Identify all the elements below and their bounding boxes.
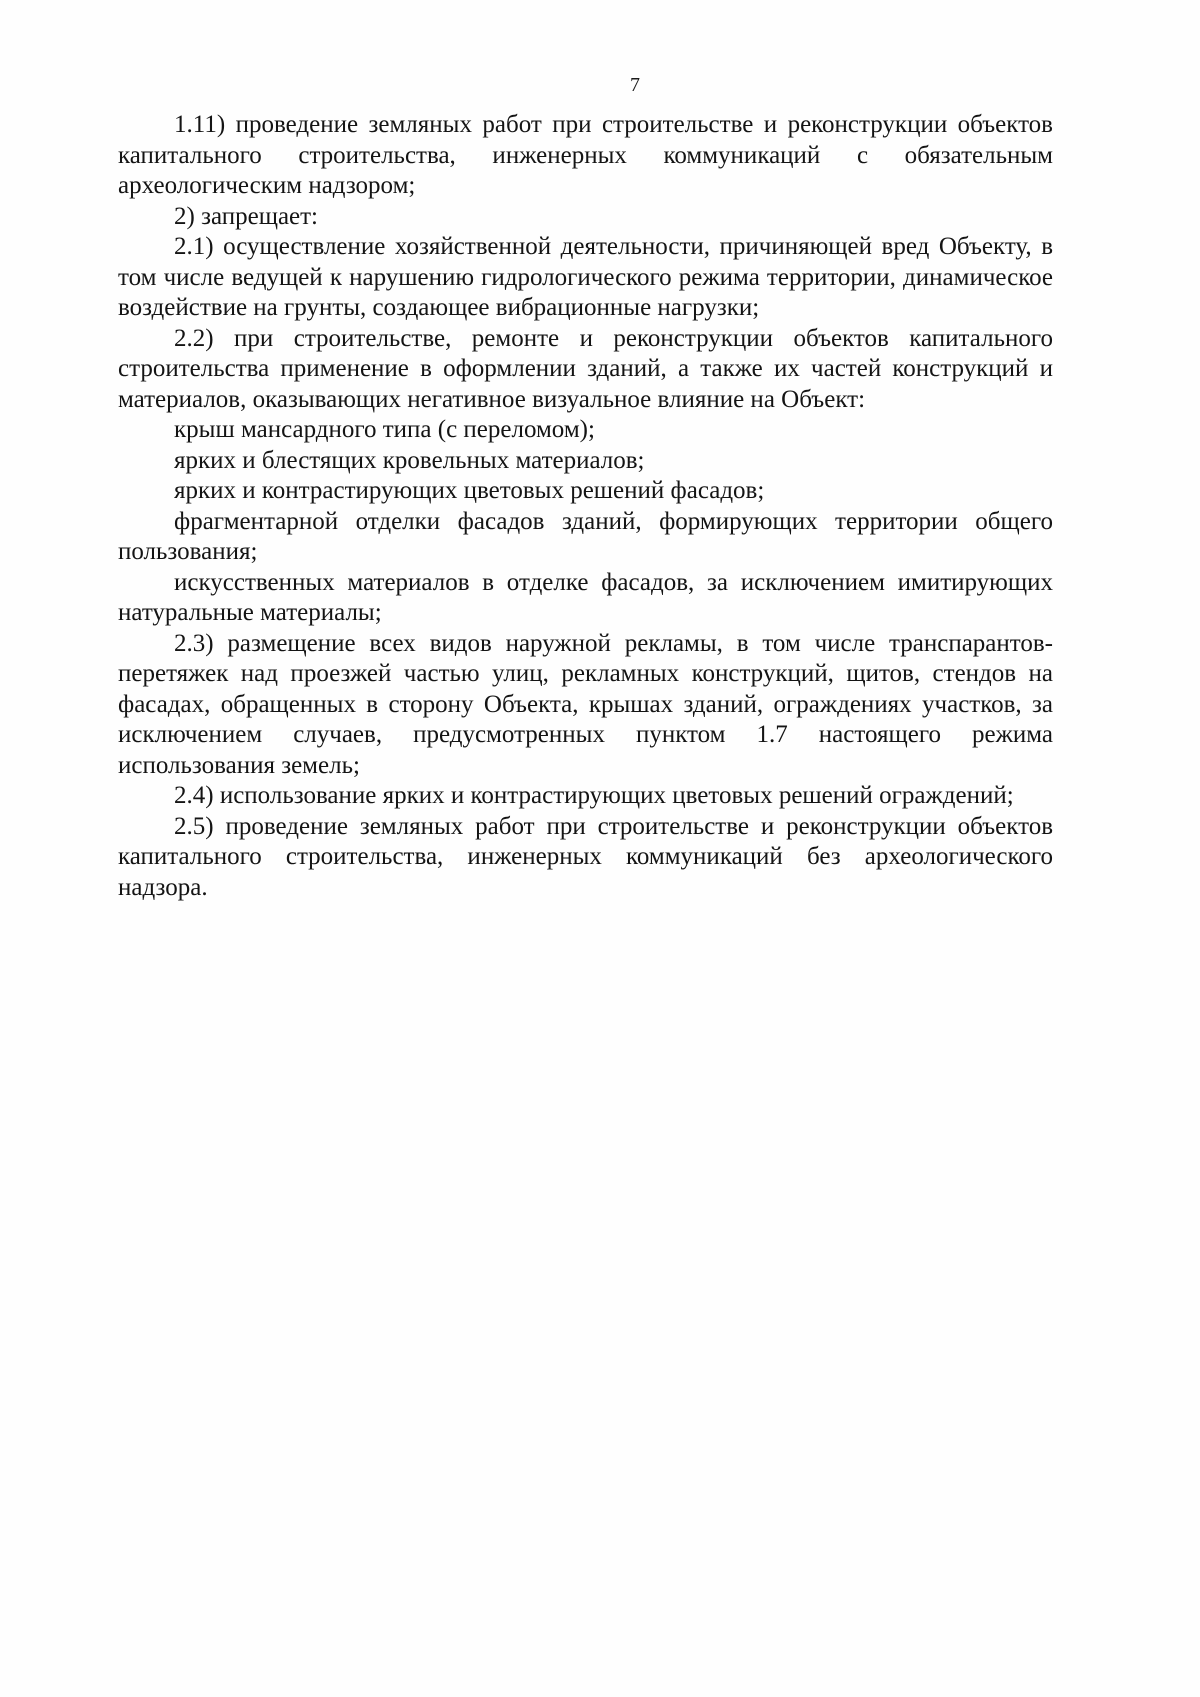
paragraph-2: 2) запрещает:	[174, 202, 319, 230]
paragraph-1-11: 1.11) проведение земляных работ при строительстве и реконструкции объектов капитального строительства, инженерных коммуникаций с обязательным археологическим надзором;	[118, 111, 1053, 199]
list-item-fragmentary-finish: фрагментарной отделки фасадов зданий, формирующих территории общего пользования;	[118, 507, 1053, 565]
paragraph-2-2: 2.2) при строительстве, ремонте и реконструкции объектов капитального строительства применение в оформлении зданий, а также их частей конструкций и материалов, оказывающих негативное визуальное влияние на Объект:	[118, 324, 1053, 413]
paragraph-2-1: 2.1) осуществление хозяйственной деятельности, причиняющей вред Объекту, в том числе ведущей к нарушению гидрологического режима территории, динамическое воздействие на грунты, создающее вибрационные нагрузки;	[118, 233, 1053, 321]
document-body	[118, 110, 1053, 903]
paragraph-2-5: 2.5) проведение земляных работ при строительстве и реконструкции объектов капитального строительства, инженерных коммуникаций без археологического надзора.	[118, 812, 1053, 901]
list-item-mansard-roofs: крыш мансардного типа (с переломом);	[174, 416, 595, 443]
list-item-facade-colors: ярких и контрастирующих цветовых решений фасадов;	[174, 477, 765, 504]
paragraph-2-3: 2.3) размещение всех видов наружной рекламы, в том числе транспарантов-перетяжек над проезжей частью улиц, рекламных конструкций, щитов, стендов на фасадах, обращенных в сторону Объекта, крышах зданий, ограждениях участков, за исключением случаев, предусмотренных пунктом 1.7 настоящего режима использования земель;	[118, 629, 1053, 779]
list-item-roofing-materials: ярких и блестящих кровельных материалов;	[174, 446, 645, 474]
paragraph-2-4: 2.4) использование ярких и контрастирующих цветовых решений ограждений;	[174, 782, 1014, 809]
list-item-artificial-materials: искусственных материалов в отделке фасадов, за исключением имитирующих натуральные материалы;	[118, 568, 1053, 626]
page-number: 7	[630, 74, 640, 96]
